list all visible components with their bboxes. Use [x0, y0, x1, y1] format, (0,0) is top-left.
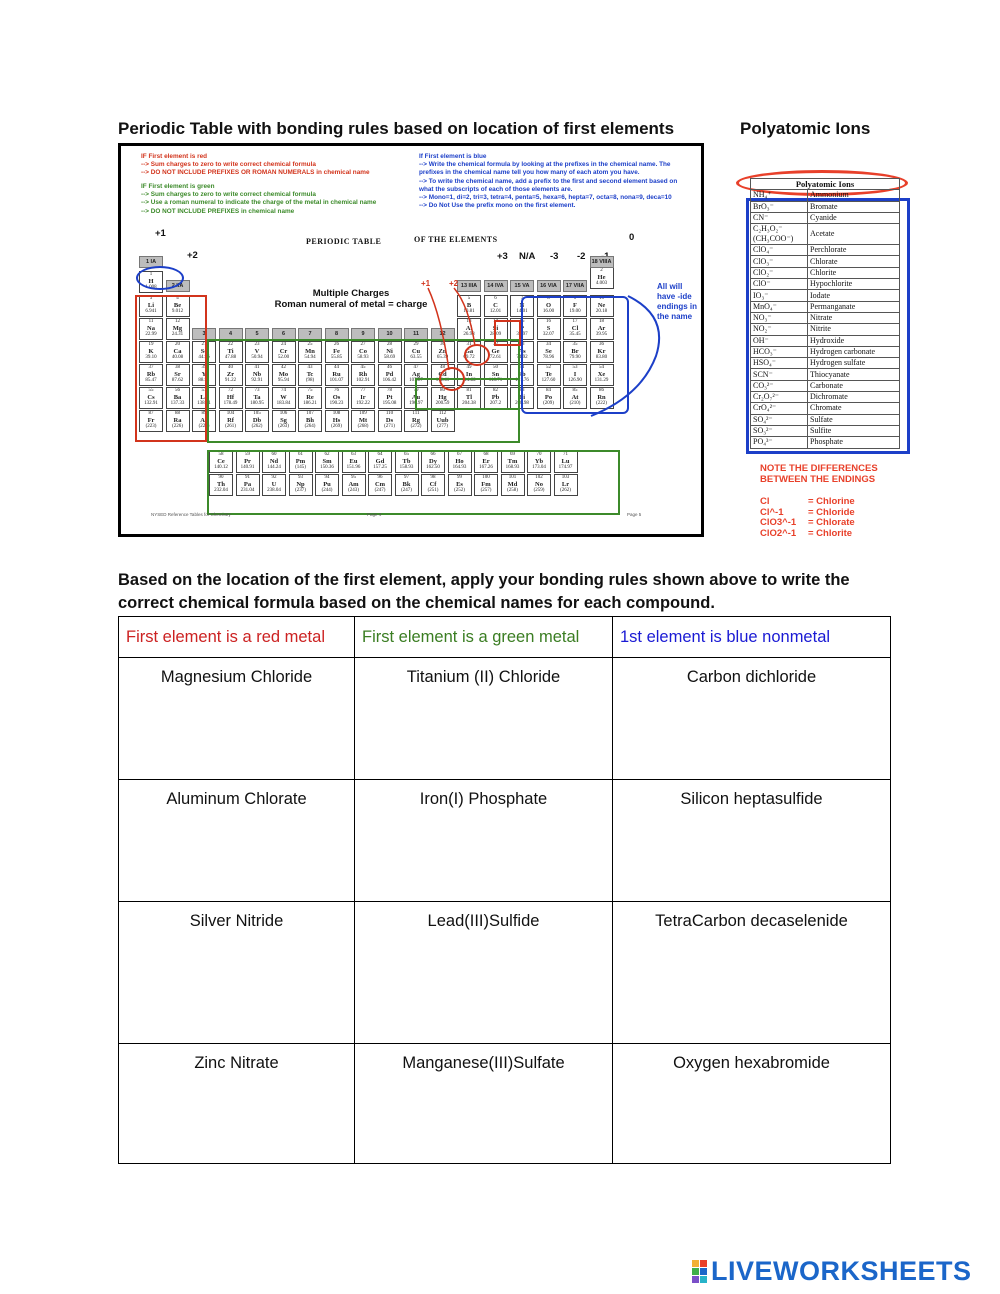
element-sm: 62 Sm 150.36 — [315, 451, 339, 473]
element-db: 105 Db (262) — [245, 410, 269, 432]
element-h: 1 H 1.008 — [139, 271, 163, 293]
ion-row — [751, 201, 900, 212]
ion-formula: Cr₂O₇²⁻ — [751, 392, 808, 403]
element-b: 5 B 10.81 — [457, 295, 481, 317]
charge-g15: -3 — [550, 251, 559, 262]
element-md: 101 Md (258) — [501, 474, 525, 496]
ion-name: Chlorate — [808, 256, 900, 267]
element-n: 7 N 14.01 — [510, 295, 534, 317]
element-pr: 59 Pr 140.91 — [236, 451, 260, 473]
group-header: 10 — [378, 328, 402, 340]
element-sg: 106 Sg (263) — [272, 410, 296, 432]
ending-formula: ClO2^-1 — [760, 528, 797, 540]
ion-formula: ClO₂⁻ — [751, 267, 808, 278]
ion-row — [751, 256, 900, 267]
footer-mid: Page 4 — [367, 512, 382, 517]
charge-g1: +1 — [155, 228, 166, 239]
ion-formula: IO₃⁻ — [751, 290, 808, 301]
ion-name: Nitrate — [808, 312, 900, 323]
ion-formula: ClO₃⁻ — [751, 256, 808, 267]
green-rules: IF First element is green --> Sum charges to zero to write correct chemical formula --> Use a roman numeral to indicate the charge of the metal in chemical name --> DO NOT INCLUDE PREFIXES in chemical name — [141, 183, 377, 215]
compound-cell[interactable]: Oxygen hexabromide — [613, 1044, 891, 1164]
element-ag: 47 Ag 107.87 — [404, 364, 428, 386]
element-ra: 88 Ra (226) — [166, 410, 190, 432]
group-header: 12 — [431, 328, 455, 340]
ion-row — [751, 224, 900, 245]
element-fm: 100 Fm (257) — [474, 474, 498, 496]
element-ta: 73 Ta 180.95 — [245, 387, 269, 409]
element-sn: 50 Sn 118.71 — [484, 364, 508, 386]
element-br: 35 Br 79.90 — [563, 341, 587, 363]
ion-formula: ClO⁻ — [751, 279, 808, 290]
element-lr: 103 Lr (262) — [554, 474, 578, 496]
ion-name: Chromate — [808, 403, 900, 414]
element-se: 34 Se 78.96 — [537, 341, 561, 363]
ion-row — [751, 380, 900, 391]
element-in: 49 In 114.82 — [457, 364, 481, 386]
ending-name: = Chloride — [808, 506, 855, 518]
element-y: 39 Y 88.91 — [192, 364, 216, 386]
element-te: 52 Te 127.60 — [537, 364, 561, 386]
element-pd: 46 Pd 106.42 — [378, 364, 402, 386]
element-zn: 30 Zn 65.39 — [431, 341, 455, 363]
red-rules: IF First element is red --> Sum charges to zero to write correct chemical formula --> DO NOT INCLUDE PREFIXES OR ROMAN NUMERALS in chemical name — [141, 153, 370, 177]
group-header: 5 — [245, 328, 269, 340]
ion-formula: PO₄³⁻ — [751, 437, 808, 448]
ions-table-title: Polyatomic Ions — [751, 179, 900, 190]
ion-name: Thiocyanate — [808, 369, 900, 380]
element-pm: 61 Pm (145) — [289, 451, 313, 473]
header-green-metal: First element is a green metal — [355, 617, 613, 658]
ending-name: = Chlorine — [808, 496, 855, 507]
element-na: 11 Na 22.99 — [139, 318, 163, 340]
element-hg: 80 Hg 200.59 — [431, 387, 455, 409]
element-cf: 98 Cf (251) — [421, 474, 445, 496]
compound-cell[interactable]: Manganese(III)Sulfate — [355, 1044, 613, 1164]
group-header: 16 VIA — [537, 280, 561, 292]
ion-row — [751, 324, 900, 335]
element-cm: 96 Cm (247) — [368, 474, 392, 496]
element-nd: 60 Nd 144.24 — [262, 451, 286, 473]
group-header: 7 — [298, 328, 322, 340]
element-bk: 97 Bk (247) — [395, 474, 419, 496]
element-bi: 83 Bi 208.98 — [510, 387, 534, 409]
group-header: 14 IVA — [484, 280, 508, 292]
pt-title-left: PERIODIC TABLE — [306, 237, 382, 246]
plus2-label: +2 — [449, 279, 459, 288]
ion-formula: BrO₃⁻ — [751, 201, 808, 212]
element-ba: 56 Ba 137.33 — [166, 387, 190, 409]
element-er: 68 Er 167.26 — [474, 451, 498, 473]
element-tb: 65 Tb 158.93 — [395, 451, 419, 473]
element-dy: 66 Dy 162.50 — [421, 451, 445, 473]
ending-name: = Chlorite — [808, 528, 853, 540]
element-rg: 111 Rg (272) — [404, 410, 428, 432]
element-am: 95 Am (243) — [342, 474, 366, 496]
element-mn: 25 Mn 54.94 — [298, 341, 322, 363]
element-al: 13 Al 26.98 — [457, 318, 481, 340]
group-header: 9 — [351, 328, 375, 340]
ion-name: Bromate — [808, 201, 900, 212]
group-header: 17 VIIA — [563, 280, 587, 292]
compound-cell[interactable]: TetraCarbon decaselenide — [613, 902, 891, 1044]
compound-cell[interactable]: Silicon heptasulfide — [613, 780, 891, 902]
ion-name: Phosphate — [808, 437, 900, 448]
element-sr: 38 Sr 87.62 — [166, 364, 190, 386]
element-ge: 32 Ge 72.61 — [484, 341, 508, 363]
element-k: 19 K 39.10 — [139, 341, 163, 363]
ion-formula: CO₃²⁻ — [751, 380, 808, 391]
element-s: 16 S 32.07 — [537, 318, 561, 340]
element-ce: 58 Ce 140.12 — [209, 451, 233, 473]
polyatomic-ions-heading: Polyatomic Ions — [740, 119, 871, 138]
ions-note-line1: NOTE THE DIFFERENCES — [760, 463, 878, 474]
element-ti: 22 Ti 47.88 — [219, 341, 243, 363]
element-po: 84 Po (209) — [537, 387, 561, 409]
element-i: 53 I 126.90 — [563, 364, 587, 386]
element-pt: 78 Pt 195.08 — [378, 387, 402, 409]
element-ne: 10 Ne 20.18 — [590, 295, 614, 317]
ion-row — [751, 346, 900, 357]
element-hf: 72 Hf 178.49 — [219, 387, 243, 409]
polyatomic-ions-table — [750, 178, 900, 449]
element-ga: 31 Ga 69.72 — [457, 341, 481, 363]
group-header: 4 — [219, 328, 243, 340]
group-header: 8 — [325, 328, 349, 340]
element-rh: 45 Rh 102.91 — [351, 364, 375, 386]
footer-right: Page 5 — [627, 512, 642, 517]
compound-cell[interactable]: Lead(III)Sulfide — [355, 902, 613, 1044]
ion-row — [751, 437, 900, 448]
charge-g2: +2 — [187, 250, 198, 261]
ion-formula: NH₄⁺ — [751, 190, 808, 201]
compound-cell[interactable]: Silver Nitride — [119, 902, 355, 1044]
ion-name: Hydrogen carbonate — [808, 346, 900, 357]
element-ir: 77 Ir 192.22 — [351, 387, 375, 409]
ion-name: Sulfate — [808, 414, 900, 425]
ending-formula: ClO3^-1 — [760, 517, 797, 529]
pt-title-right: OF THE ELEMENTS — [414, 235, 498, 244]
element-v: 23 V 50.94 — [245, 341, 269, 363]
element-u: 92 U 238.04 — [262, 474, 286, 496]
ion-row — [751, 425, 900, 436]
element-ac: 89 Ac (227) — [192, 410, 216, 432]
group-header: 11 — [404, 328, 428, 340]
element-be: 4 Be 9.012 — [166, 295, 190, 317]
element-hs: 108 Hs (269) — [325, 410, 349, 432]
ion-name: Carbonate — [808, 380, 900, 391]
logo-text: LIVEWORKSHEETS — [711, 1255, 972, 1286]
ion-formula: NO₃⁻ — [751, 312, 808, 323]
element-he: 2 He 4.003 — [590, 267, 614, 289]
ion-row — [751, 290, 900, 301]
compound-cell[interactable]: Aluminum Chlorate — [119, 780, 355, 902]
charge-g14: N/A — [519, 251, 536, 262]
ion-formula: C₂H₃O₂⁻ (CH₃COO⁻) — [751, 224, 808, 245]
ion-formula: ClO₄⁻ — [751, 245, 808, 256]
ion-row — [751, 369, 900, 380]
element-xe: 54 Xe 131.29 — [590, 364, 614, 386]
ion-name: Nitrite — [808, 324, 900, 335]
group-header: 2 IIA — [166, 280, 190, 292]
ion-formula: CrO₄²⁻ — [751, 403, 808, 414]
charge-g13: +3 — [497, 251, 508, 262]
multiple-charges-label: Multiple Charges Roman numeral of metal = charge — [274, 288, 428, 310]
ion-name: Permanganate — [808, 301, 900, 312]
element-au: 79 Au 196.97 — [404, 387, 428, 409]
element-sb: 51 Sb 121.76 — [510, 364, 534, 386]
element-ca: 20 Ca 40.08 — [166, 341, 190, 363]
element-li: 3 Li 6.941 — [139, 295, 163, 317]
footer-left: NYSED Reference Tables for Chemistry — [151, 512, 231, 517]
compound-cell[interactable]: Carbon dichloride — [613, 658, 891, 780]
element-mg: 12 Mg 24.31 — [166, 318, 190, 340]
ion-formula: SO₄²⁻ — [751, 414, 808, 425]
annotation-arrows — [121, 146, 704, 537]
ion-name: Dichromate — [808, 392, 900, 403]
element-bh: 107 Bh (264) — [298, 410, 322, 432]
element-ar: 18 Ar 39.95 — [590, 318, 614, 340]
element-o: 8 O 16.00 — [537, 295, 561, 317]
header-red-metal: First element is a red metal — [119, 617, 355, 658]
element-os: 76 Os 190.23 — [325, 387, 349, 409]
element-cu: 29 Cu 63.55 — [404, 341, 428, 363]
worksheet-table — [118, 616, 891, 1164]
element-nb: 41 Nb 92.91 — [245, 364, 269, 386]
element-fe: 26 Fe 55.85 — [325, 341, 349, 363]
blue-rules: If First element is blue --> Write the chemical formula by looking at the prefixes in the chemical name. The prefixes in the chemical name tell you how many of each atom you have. --> To write the chemical name, add a prefix to the first and second element based on what the subscripts of each of those elements are. --> Mono=1, di=2, tri=3, tetra=4, penta=5, hexa=6, hepta=7, octa=8, nona=9, deca=10 --> Do Not Use the prefix mono on the first element. — [419, 153, 678, 210]
group-header: 15 VA — [510, 280, 534, 292]
ion-formula: OH⁻ — [751, 335, 808, 346]
element-mt: 109 Mt (268) — [351, 410, 375, 432]
ion-formula: SCN⁻ — [751, 369, 808, 380]
ion-name: Iodate — [808, 290, 900, 301]
charge-g16: -2 — [577, 251, 586, 262]
ion-row — [751, 335, 900, 346]
ion-name: Sulfite — [808, 425, 900, 436]
element-ni: 28 Ni 58.69 — [378, 341, 402, 363]
element-p: 15 P 30.97 — [510, 318, 534, 340]
element-f: 9 F 19.00 — [563, 295, 587, 317]
ion-name: Chlorite — [808, 267, 900, 278]
charge-g18: 0 — [629, 232, 635, 243]
compound-cell[interactable]: Zinc Nitrate — [119, 1044, 355, 1164]
element-es: 99 Es (252) — [448, 474, 472, 496]
element-cr: 24 Cr 52.00 — [272, 341, 296, 363]
element-cs: 55 Cs 132.91 — [139, 387, 163, 409]
ion-name: Hydroxide — [808, 335, 900, 346]
element-tc: 43 Tc (98) — [298, 364, 322, 386]
element-tm: 69 Tm 168.93 — [501, 451, 525, 473]
element-c: 6 C 12.01 — [484, 295, 508, 317]
ion-row — [751, 312, 900, 323]
element-zr: 40 Zr 91.22 — [219, 364, 243, 386]
liveworksheets-logo[interactable] — [692, 1256, 972, 1286]
ion-name: Hypochlorite — [808, 279, 900, 290]
element-th: 90 Th 232.04 — [209, 474, 233, 496]
ions-note-line2: BETWEEN THE ENDINGS — [760, 474, 876, 485]
ion-row — [751, 190, 900, 201]
element-fr: 87 Fr (223) — [139, 410, 163, 432]
ending-name: = Chlorate — [808, 517, 855, 529]
ion-row — [751, 392, 900, 403]
ion-formula: MnO₄⁻ — [751, 301, 808, 312]
ion-row — [751, 245, 900, 256]
group-header: 1 IA — [139, 256, 163, 268]
ending-formula: Cl^-1 — [760, 506, 784, 518]
element-at: 85 At (210) — [563, 387, 587, 409]
element-as: 33 As 74.92 — [510, 341, 534, 363]
ion-row — [751, 279, 900, 290]
ion-formula: NO₂⁻ — [751, 324, 808, 335]
group-header: 3 — [192, 328, 216, 340]
group-header: 6 — [272, 328, 296, 340]
ion-row — [751, 414, 900, 425]
element-lu: 71 Lu 174.97 — [554, 451, 578, 473]
ion-formula: HCO₃⁻ — [751, 346, 808, 357]
element-yb: 70 Yb 173.04 — [527, 451, 551, 473]
plus1-label: +1 — [421, 279, 431, 288]
compound-cell[interactable]: Magnesium Chloride — [119, 658, 355, 780]
group-header: 13 IIIA — [457, 280, 481, 292]
element-ho: 67 Ho 164.93 — [448, 451, 472, 473]
element-no: 102 No (259) — [527, 474, 551, 496]
header-blue-nonmetal: 1st element is blue nonmetal — [613, 617, 891, 658]
element-si: 14 Si 28.09 — [484, 318, 508, 340]
element-eu: 63 Eu 151.96 — [342, 451, 366, 473]
ion-row — [751, 212, 900, 223]
ion-row — [751, 301, 900, 312]
element-pa: 91 Pa 231.04 — [236, 474, 260, 496]
element-co: 27 Co 58.93 — [351, 341, 375, 363]
ide-note: All will have -ide endings in the name — [657, 282, 697, 321]
ion-row — [751, 358, 900, 369]
element-mo: 42 Mo 95.94 — [272, 364, 296, 386]
element-rb: 37 Rb 85.47 — [139, 364, 163, 386]
element-ru: 44 Ru 101.07 — [325, 364, 349, 386]
compound-cell[interactable]: Titanium (II) Chloride — [355, 658, 613, 780]
periodic-table-heading: Periodic Table with bonding rules based on location of first elements — [118, 119, 675, 138]
element-uub: 112 Uub (277) — [431, 410, 455, 432]
logo-mark-icon — [692, 1260, 707, 1283]
instructions: Based on the location of the first element, apply your bonding rules shown above to write the correct chemical formula based on the chemical names for each compound. — [118, 571, 850, 612]
ion-name: Hydrogen sulfate — [808, 358, 900, 369]
element-cd: 48 Cd 112.41 — [431, 364, 455, 386]
compound-cell[interactable]: Iron(I) Phosphate — [355, 780, 613, 902]
ion-name: Cyanide — [808, 212, 900, 223]
element-ds: 110 Ds (271) — [378, 410, 402, 432]
ion-formula: CN⁻ — [751, 212, 808, 223]
ending-formula: Cl — [760, 496, 770, 507]
ion-formula: SO₃²⁻ — [751, 425, 808, 436]
ion-row — [751, 403, 900, 414]
element-kr: 36 Kr 83.80 — [590, 341, 614, 363]
element-gd: 64 Gd 157.25 — [368, 451, 392, 473]
element-sc: 21 Sc 44.96 — [192, 341, 216, 363]
element-cl: 17 Cl 35.45 — [563, 318, 587, 340]
element-pb: 82 Pb 207.2 — [484, 387, 508, 409]
element-rn: 86 Rn (222) — [590, 387, 614, 409]
ion-name: Acetate — [808, 224, 900, 245]
element-la: 57 La 138.91 — [192, 387, 216, 409]
ion-name: Perchlorate — [808, 245, 900, 256]
element-tl: 81 Tl 204.38 — [457, 387, 481, 409]
ion-row — [751, 267, 900, 278]
element-re: 75 Re 186.21 — [298, 387, 322, 409]
group-header: 18 VIIIA — [590, 256, 614, 268]
ion-formula: HSO₄⁻ — [751, 358, 808, 369]
element-np: 93 Np (237) — [289, 474, 313, 496]
ion-name: Ammonium — [808, 190, 900, 201]
element-w: 74 W 183.84 — [272, 387, 296, 409]
element-rf: 104 Rf (261) — [219, 410, 243, 432]
element-pu: 94 Pu (244) — [315, 474, 339, 496]
periodic-table-figure — [118, 143, 704, 537]
